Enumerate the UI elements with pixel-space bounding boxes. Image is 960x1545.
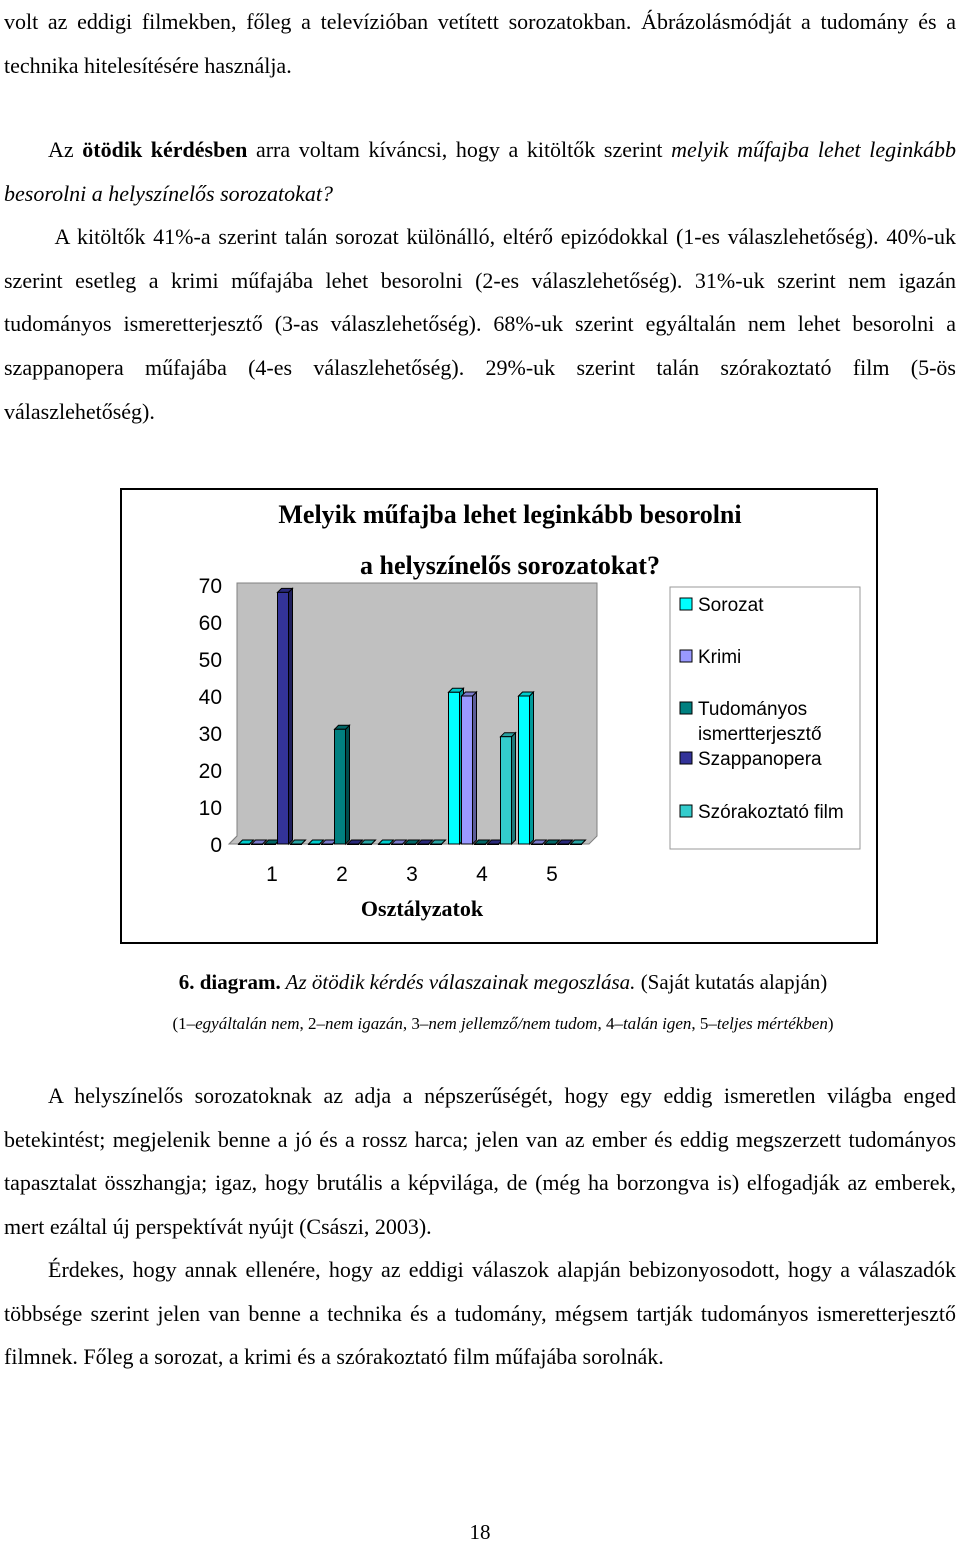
note-text: , 3–: [402, 1014, 429, 1033]
p2-bold: ötödik kérdésben: [82, 137, 248, 162]
bar: [405, 844, 416, 845]
note-italic: talán igen: [622, 1014, 692, 1033]
bar: [379, 844, 390, 845]
paragraph-conclusion: [4, 1248, 956, 1379]
note-text: (1–: [172, 1014, 196, 1033]
bar: [265, 844, 276, 845]
legend-label: Krimi: [698, 647, 742, 668]
note-italic: egyáltalán nem: [195, 1014, 300, 1033]
chart-title-line2: a helyszínelős sorozatokat?: [360, 551, 660, 580]
scale-note: [0, 1014, 960, 1034]
x-tick-label: 5: [546, 863, 558, 886]
legend-label: Sorozat: [698, 595, 764, 616]
bar: [475, 844, 486, 845]
bar: [431, 844, 442, 845]
legend-swatch: [680, 598, 692, 610]
bar: [322, 844, 333, 845]
x-tick-label: 3: [406, 863, 418, 886]
legend-label: ismertterjesztő: [698, 724, 822, 745]
bar: [558, 844, 569, 845]
bar: [278, 592, 289, 844]
bar: [392, 844, 403, 845]
legend-swatch: [680, 702, 692, 714]
note-text: , 2–: [299, 1014, 325, 1033]
chart-frame: [120, 488, 878, 944]
paragraph-conclusion-text: Érdekes, hogy annak ellenére, hogy az eddigi válaszok alapján bebizonyosodott, hogy a válaszadók többsége szerint jelen van benne a technika és a tudomány, mégsem tartják tudományos ismeretterjesztő filmnek. Főleg a sorozat, a krimi és a szórakoztató film műfajába sorolnák.: [4, 1257, 956, 1370]
paragraph-popularity-text: A helyszínelős sorozatoknak az adja a népszerűségét, hogy egy eddig ismeretlen világba enged betekintést; megjelenik benne a jó és a rossz harca; jelen van az ember és eddig megszerzett tudományos tapasztalat összhangja; igaz, hogy brutális a képvilága, de (még ha borzongva is) elfogadják az emberek, mert ezáltal új perspektívát nyújt (Császi, 2003).: [4, 1083, 956, 1239]
legend-swatch: [680, 650, 692, 662]
caption-source: (Saját kutatás alapján): [635, 970, 828, 994]
caption-label: 6. diagram.: [178, 970, 281, 994]
bar: [571, 844, 582, 845]
bar-side: [473, 692, 477, 844]
paragraph-intro: [4, 0, 956, 87]
bar: [532, 844, 543, 845]
bar: [252, 844, 263, 845]
y-tick-label: 10: [198, 797, 222, 820]
bar: [501, 737, 512, 844]
plot-area: [229, 583, 597, 845]
bar: [488, 844, 499, 845]
legend: [670, 587, 860, 849]
legend-label: Szappanopera: [698, 749, 822, 770]
legend-swatch: [680, 805, 692, 817]
bar: [335, 729, 346, 844]
bar: [545, 844, 556, 845]
y-tick-label: 60: [198, 612, 222, 635]
legend-swatch: [680, 752, 692, 764]
y-tick-label: 0: [210, 834, 222, 857]
bar: [309, 844, 320, 845]
x-tick-label: 4: [476, 863, 488, 886]
bar-side: [512, 733, 516, 844]
y-axis: [199, 575, 222, 857]
bar: [239, 844, 250, 845]
figure-caption: [0, 970, 960, 995]
page-number: 18: [469, 1520, 491, 1544]
paragraph-question-five: [4, 128, 956, 433]
y-tick-label: 50: [198, 649, 222, 672]
paragraph-popularity: [4, 1074, 956, 1248]
note-text: ): [827, 1014, 834, 1033]
note-italic: nem jellemző/nem tudom: [428, 1014, 598, 1033]
note-italic: nem igazán: [324, 1014, 403, 1033]
bar-side: [530, 692, 534, 844]
p2-lead: Az: [48, 137, 83, 162]
caption-title: Az ötödik kérdés válaszainak megoszlása.: [280, 970, 636, 994]
bar: [291, 844, 302, 845]
legend-label: Tudományos: [698, 699, 808, 720]
note-italic: teljes mértékben: [716, 1014, 828, 1033]
paragraph-intro-text: volt az eddigi filmekben, főleg a televízióban vetített sorozatokban. Ábrázolásmódját a tudomány és a technika hitelesítésére használja.: [4, 9, 956, 78]
chart-title-line1: Melyik műfajba lehet leginkább besorolni: [278, 500, 742, 529]
x-axis: [266, 863, 558, 886]
note-text: , 5–: [691, 1014, 717, 1033]
y-tick-label: 30: [198, 723, 222, 746]
x-tick-label: 1: [266, 863, 278, 886]
x-tick-label: 2: [336, 863, 348, 886]
p2-mid: arra voltam kíváncsi, hogy a kitöltők szerint: [247, 137, 672, 162]
legend-label: Szórakoztató film: [698, 802, 844, 823]
bar-chart: [122, 490, 876, 942]
p2-question: melyik műfajba lehet leginkább besorolni a helyszínelős sorozatokat?: [4, 137, 956, 206]
bar: [348, 844, 359, 845]
y-tick-label: 20: [198, 760, 222, 783]
bar-side: [289, 588, 293, 844]
y-tick-label: 70: [198, 575, 222, 598]
note-text: , 4–: [597, 1014, 623, 1033]
bar-side: [346, 725, 350, 844]
bar: [462, 696, 473, 844]
bar: [449, 692, 460, 844]
bar: [361, 844, 372, 845]
x-axis-title: Osztályzatok: [360, 896, 484, 921]
bar: [418, 844, 429, 845]
bar: [519, 696, 530, 844]
p2-rest: A kitöltők 41%-a szerint talán sorozat különálló, eltérő epizódokkal (1-es válaszlehetőség). 40%-uk szerint esetleg a krimi műfajába lehet besorolni (2-es válaszlehetőség). 31%-uk szerint nem igazán tudományos ismeretterjesztő (3-as válaszlehetőség). 68%-uk szerint egyáltalán nem lehet besorolni a szappanopera műfajába (4-es válaszlehetőség). 29%-uk szerint talán szórakoztató film (5-ös válaszlehetőség).: [4, 224, 956, 424]
y-tick-label: 40: [198, 686, 222, 709]
